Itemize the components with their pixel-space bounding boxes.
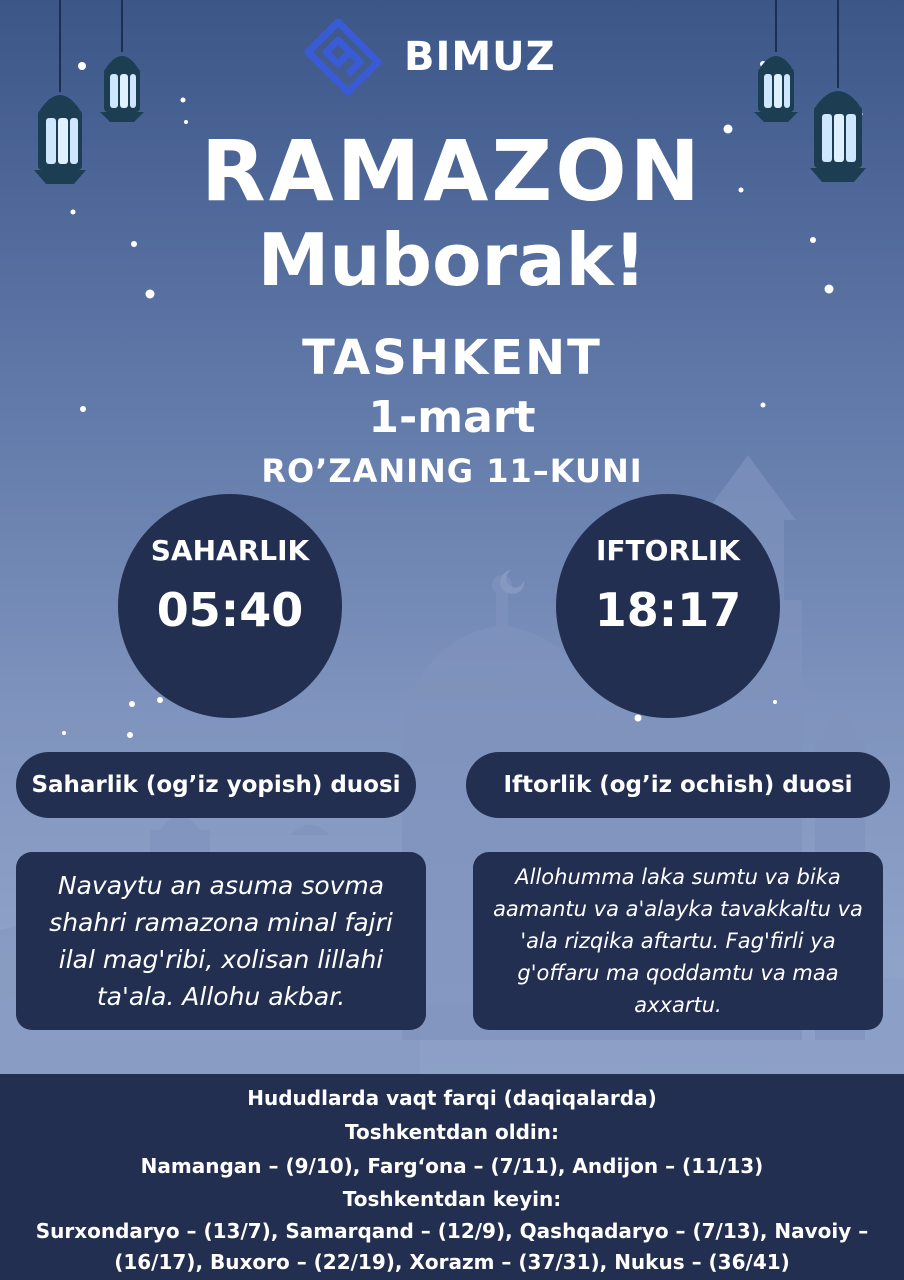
lantern-icon <box>100 0 144 122</box>
star-icon <box>635 715 642 722</box>
star-icon <box>773 700 777 704</box>
star-icon <box>129 701 135 707</box>
saharlik-label: SAHARLIK <box>150 534 310 567</box>
iftorlik-time: 18:17 <box>594 583 742 637</box>
footer-before-list: Namangan – (9/10), Farg‘ona – (7/11), Andijon – (11/13) <box>140 1154 764 1178</box>
lantern-icon <box>754 0 798 122</box>
star-icon <box>181 98 186 103</box>
time-difference-footer <box>0 1074 904 1280</box>
star-icon <box>157 697 163 703</box>
saharlik-dua-box <box>16 852 426 1030</box>
iftorlik-circle <box>556 494 780 718</box>
fast-day-label: RO’ZANING 11–KUNI <box>261 452 643 490</box>
star-icon <box>62 731 66 735</box>
saharlik-dua-text: Navaytu an asuma sovma shahri ramazona minal fajri ilal mag'ribi, xolisan lillahi ta'ala. Allohu akbar. <box>49 871 393 1011</box>
footer-before-label: Toshkentdan oldin: <box>344 1120 559 1144</box>
brand-name: BIMUZ <box>404 34 556 80</box>
footer-heading: Hududlarda vaqt farqi (daqiqalarda) <box>247 1086 657 1110</box>
saharlik-time: 05:40 <box>156 583 304 637</box>
title-ramazon: RAMAZON <box>201 122 703 220</box>
star-icon <box>127 732 133 738</box>
iftorlik-dua-box <box>473 852 883 1030</box>
city-name: TASHKENT <box>302 330 602 386</box>
footer-after-list-1: Surxondaryo – (13/7), Samarqand – (12/9), Qashqadaryo – (7/13), Navoiy – <box>35 1219 869 1243</box>
saharlik-dua-title: Saharlik (og’iz yopish) duosi <box>16 752 416 818</box>
star-icon <box>78 62 86 70</box>
crescent-icon <box>500 570 524 594</box>
iftorlik-dua-text: Allohumma laka sumtu va bika aamantu va a'alayka tavakkaltu va 'ala rizqika aftartu. Fag'firli ya g'offaru ma qoddamtu va maa axxartu. <box>493 865 863 1017</box>
date-label: 1-mart <box>368 392 536 443</box>
iftorlik-dua-title: Iftorlik (og’iz ochish) duosi <box>466 752 890 818</box>
footer-after-label: Toshkentdan keyin: <box>342 1187 562 1211</box>
title-muborak: Muborak! <box>257 218 647 302</box>
logo-icon <box>298 12 388 102</box>
iftorlik-label: IFTORLIK <box>596 534 740 567</box>
footer-after-list-2: (16/17), Buxoro – (22/19), Xorazm – (37/31), Nukus – (36/41) <box>114 1250 790 1274</box>
saharlik-circle <box>118 494 342 718</box>
